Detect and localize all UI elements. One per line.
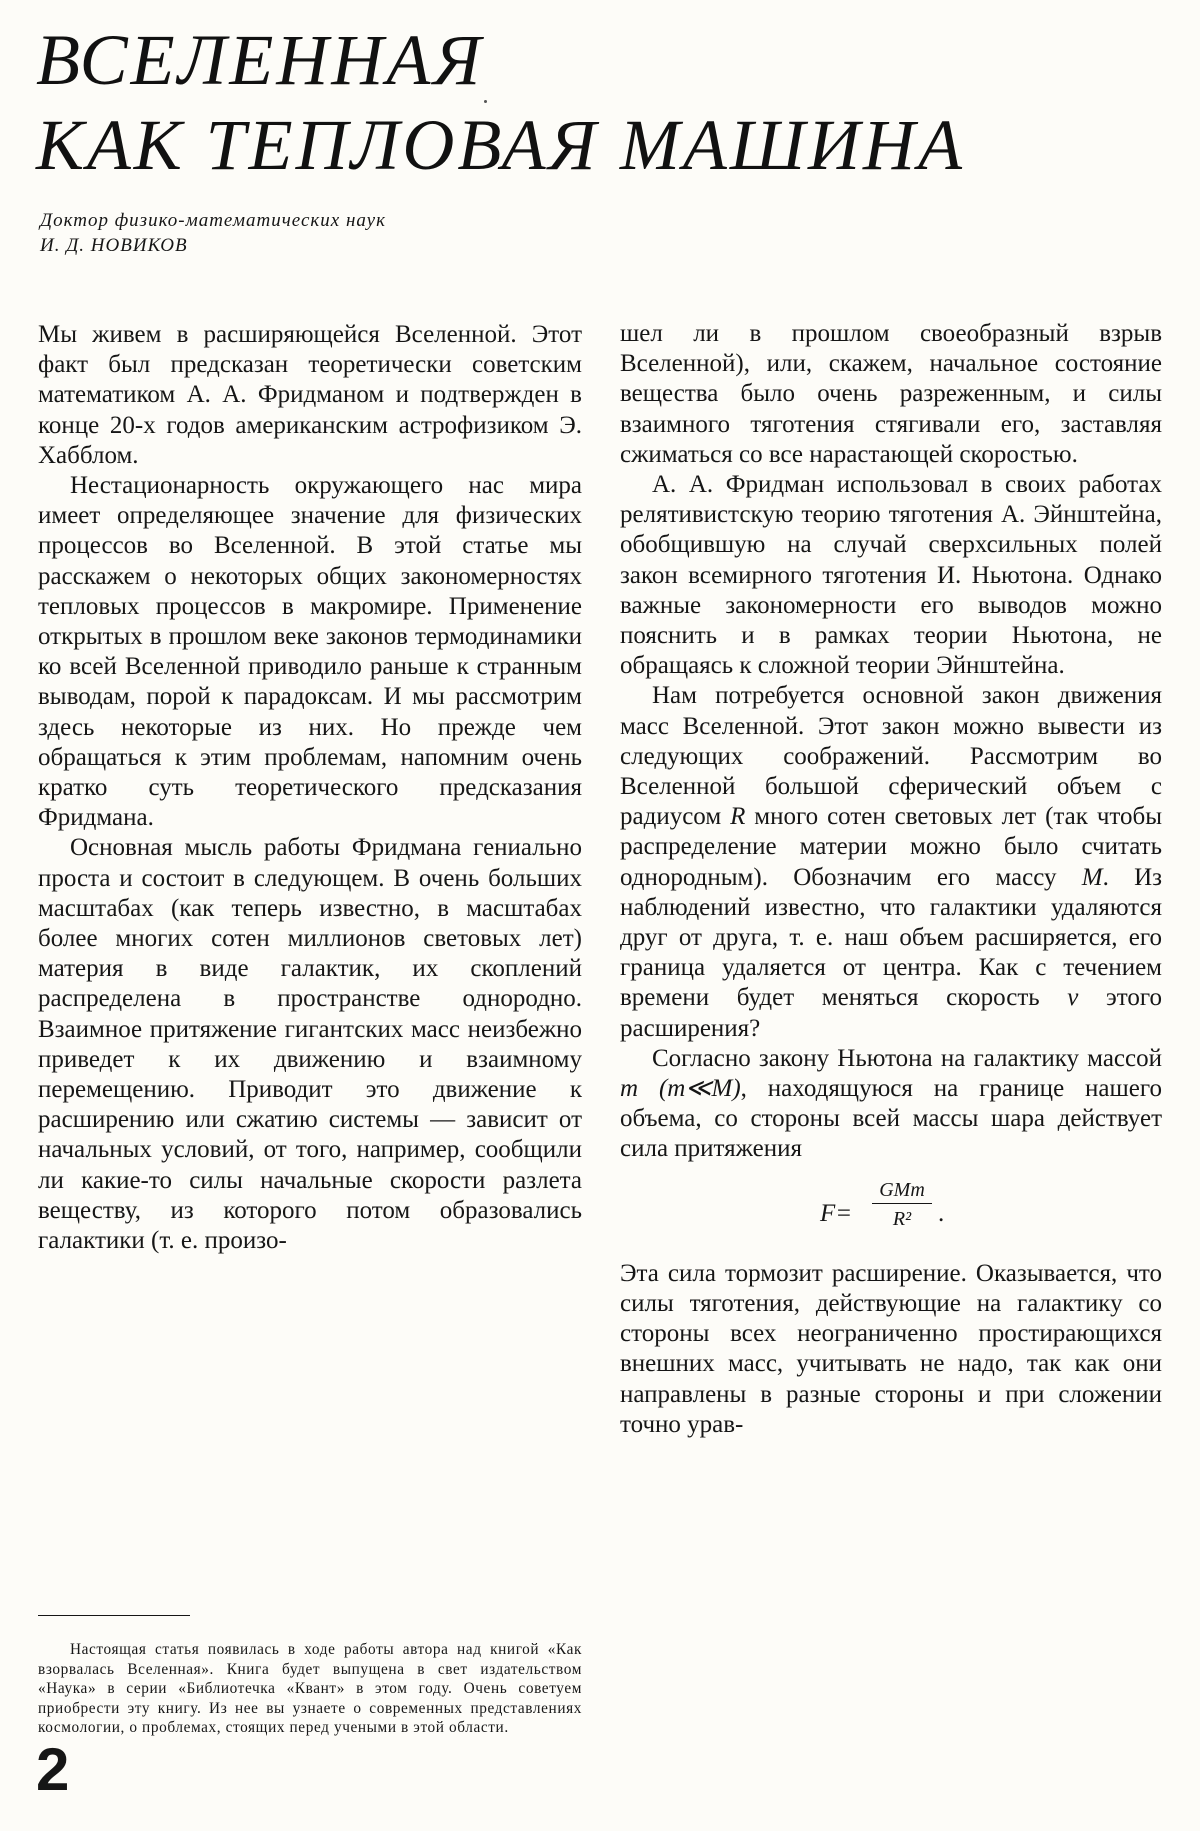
right-column — [620, 319, 1162, 1440]
formula-period: . — [938, 1199, 945, 1227]
symbol-m: m — [620, 1075, 639, 1103]
left-column — [38, 320, 582, 1256]
author-degree: Доктор физико-математических наук — [40, 210, 386, 231]
formula-denominator: R² — [892, 1207, 912, 1230]
title-line-1: ВСЕЛЕННАЯ — [36, 20, 484, 100]
paragraph-friedmann-idea: Основная мысль работы Фридмана гениально проста и состоит в следующем. В очень больших масштабах (как теперь известно, в масштабах более многих сотен миллионов световых лет) материя в виде галактик, их скоплений распределена в пространстве однородно. Взаимное притяжение гигантских масс неизбежно приведет к их движению и взаимному перемещению. Приводит это движение к расширению или сжатию системы — зависит от начальных условий, от того, например, сообщили ли какие-то силы начальные скорости разлета веществу, из которого потом образовались галактики (т. е. произо- — [38, 834, 582, 1255]
footnote: Настоящая статья появилась в ходе работы автора над книгой «Как взорвалась Вселенная». Книга будет выпущена в свет издательством «Наука» в серии «Библиотечка «Квант» в этом году. Очень советуем приобрести эту книгу. Из нее вы узнаете о современных представлениях космологии, о проблемах, стоящих перед учеными в этой области. — [38, 1641, 582, 1736]
author-byline — [40, 208, 386, 258]
formula-numerator: GMm — [872, 1177, 932, 1204]
formula-lhs: F= — [820, 1199, 853, 1227]
paragraph-nonstationarity: Нестационарность окружающего нас мира имеет определяющее значение для физических процессов во Вселенной. В этой статье мы расскажем о некоторых общих закономерностях тепловых процессов в макромире. Применение открытых в прошлом веке законов термодинамики ко всей Вселенной приводило раньше к странным выводам, порой к парадоксам. И мы рассмотрим здесь некоторые из них. Но прежде чем обращаться к этим проблемам, напомним очень кратко суть теоретического предсказания Фридмана. — [38, 472, 582, 832]
symbol-M: M — [1081, 863, 1103, 891]
paragraph-newton-law: Согласно закону Ньютона на галактику массой m (m≪M), находящуюся на границе нашего объема, со стороны всей массы шара действует сила притяжения — [620, 1044, 1162, 1163]
paragraph-braking: Эта сила тормозит расширение. Оказывается, что силы тяготения, действующие на галактику со стороны всех неограниченно простирающихся внешних масс, учитывать не надо, так как они направлены в разные стороны и при сложении точно урав- — [620, 1259, 1162, 1438]
author-name: И. Д. НОВИКОВ — [40, 235, 188, 256]
paragraph-continuation: шел ли в прошлом своеобразный взрыв Вселенной), или, скажем, начальное состояние вещества было очень разреженным, и силы взаимного тяготения стягивали его, заставляя сжиматься со все нарастающей скоростью. — [620, 320, 1162, 468]
paragraph-intro: Мы живем в расширяющейся Вселенной. Этот факт был предсказан теоретически советским математиком А. А. Фридманом и подтвержден в конце 20-х годов американским астрофизиком Э. Хабблом. — [38, 321, 582, 469]
page-number: 2 — [36, 1736, 70, 1803]
scan-speck — [484, 100, 487, 103]
paragraph-law-of-motion: Нам потребуется основной закон движения масс Вселенной. Этот закон можно вывести из следующих соображений. Рассмотрим во Вселенной большой сферический объем с радиусом R много сотен световых лет (так чтобы распределение материи можно было считать однородным). Обозначим его массу M. Из наблюдений известно, что галактики удаляются друг от друга, т. е. наш объем расширяется, его граница удаляется от центра. Как с течением времени будет меняться скорость v этого расширения? — [620, 682, 1163, 1042]
mass-inequality: (m≪M) — [658, 1075, 741, 1103]
footnote-divider — [38, 1615, 190, 1616]
paragraph-relativity: А. А. Фридман использовал в своих работах релятивистскую теорию тяготения А. Эйнштейна, обобщившую на случай сверхсильных полей закон всемирного тяготения И. Ньютона. Однако важные закономерности его выводов можно пояснить и в рамках теории Ньютона, не обращаясь к сложной теории Эйнштейна. — [620, 471, 1162, 680]
gravity-formula — [620, 1177, 1162, 1247]
formula-fraction — [872, 1177, 932, 1234]
title-line-2: КАК ТЕПЛОВАЯ МАШИНА — [36, 105, 965, 185]
article-title — [36, 18, 965, 188]
symbol-R: R — [730, 803, 746, 831]
symbol-v: v — [1067, 984, 1079, 1012]
